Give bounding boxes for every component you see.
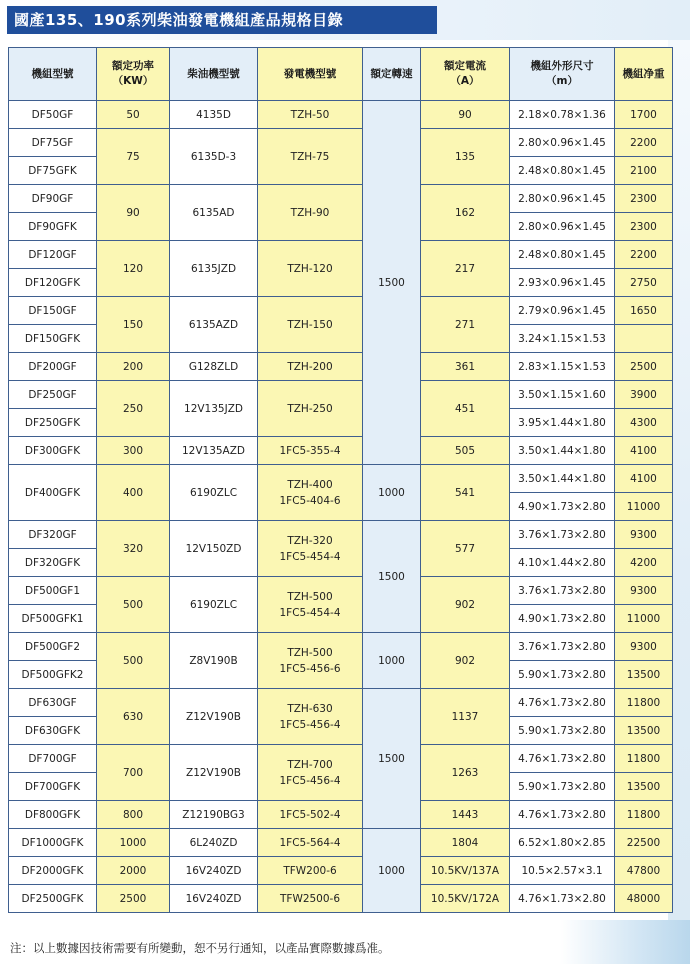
dims-cell: 3.76×1.73×2.80	[510, 633, 615, 661]
dims-cell: 6.52×1.80×2.85	[510, 829, 615, 857]
model-cell: DF90GF	[9, 185, 97, 213]
dims-cell: 4.76×1.73×2.80	[510, 689, 615, 717]
dims-cell: 4.90×1.73×2.80	[510, 605, 615, 633]
model-cell: DF90GFK	[9, 213, 97, 241]
generator-model-alt: 1FC5-404-6	[279, 494, 341, 507]
dims-cell: 2.83×1.15×1.53	[510, 353, 615, 381]
dims-cell: 10.5×2.57×3.1	[510, 857, 615, 885]
generator-model-alt: 1FC5-454-4	[279, 550, 341, 563]
weight-cell: 47800	[615, 857, 673, 885]
model-cell: DF1000GFK	[9, 829, 97, 857]
generator-cell	[258, 745, 363, 801]
power-cell: 320	[97, 521, 170, 577]
header-engine: 柴油機型號	[170, 48, 258, 101]
dims-cell: 4.10×1.44×2.80	[510, 549, 615, 577]
model-cell: DF630GFK	[9, 717, 97, 745]
generator-cell	[258, 857, 363, 885]
current-cell: 1804	[421, 829, 510, 857]
table-row	[9, 465, 673, 493]
weight-cell: 9300	[615, 633, 673, 661]
generator-model-alt: 1FC5-456-4	[279, 774, 341, 787]
weight-cell: 11800	[615, 745, 673, 773]
model-cell: DF200GF	[9, 353, 97, 381]
generator-cell	[258, 689, 363, 745]
engine-cell: 6135AD	[170, 185, 258, 241]
speed-cell: 1000	[363, 829, 421, 913]
dims-cell: 2.93×0.96×1.45	[510, 269, 615, 297]
engine-cell: 16V240ZD	[170, 857, 258, 885]
dims-cell: 2.48×0.80×1.45	[510, 241, 615, 269]
generator-cell	[258, 185, 363, 241]
model-cell: DF300GFK	[9, 437, 97, 465]
model-cell: DF800GFK	[9, 801, 97, 829]
dims-cell: 2.18×0.78×1.36	[510, 101, 615, 129]
page-title: 國產135、190系列柴油發電機組產品規格目錄	[7, 6, 437, 34]
dims-cell: 3.76×1.73×2.80	[510, 521, 615, 549]
weight-cell: 2300	[615, 213, 673, 241]
table-row	[9, 297, 673, 325]
current-cell: 902	[421, 577, 510, 633]
weight-cell: 13500	[615, 661, 673, 689]
model-cell: DF320GFK	[9, 549, 97, 577]
generator-cell	[258, 353, 363, 381]
weight-cell: 4200	[615, 549, 673, 577]
weight-cell: 22500	[615, 829, 673, 857]
header-weight: 機組净重	[615, 48, 673, 101]
engine-cell: Z12V190B	[170, 689, 258, 745]
header-generator: 發電機型號	[258, 48, 363, 101]
dims-cell: 2.80×0.96×1.45	[510, 185, 615, 213]
current-cell: 1263	[421, 745, 510, 801]
weight-cell: 11000	[615, 493, 673, 521]
engine-cell: 6190ZLC	[170, 465, 258, 521]
table-row	[9, 885, 673, 913]
table-row	[9, 185, 673, 213]
dims-cell: 5.90×1.73×2.80	[510, 661, 615, 689]
dims-cell: 3.50×1.15×1.60	[510, 381, 615, 409]
weight-cell: 2750	[615, 269, 673, 297]
weight-cell: 11000	[615, 605, 673, 633]
engine-cell: 6135D-3	[170, 129, 258, 185]
dims-cell: 3.76×1.73×2.80	[510, 577, 615, 605]
generator-model: TZH-700	[287, 758, 333, 771]
model-cell: DF500GFK1	[9, 605, 97, 633]
speed-cell: 1000	[363, 465, 421, 521]
current-cell: 10.5KV/137A	[421, 857, 510, 885]
weight-cell: 2200	[615, 241, 673, 269]
engine-cell: 6135AZD	[170, 297, 258, 353]
table-row	[9, 101, 673, 129]
generator-model: TZH-150	[287, 318, 333, 331]
weight-cell: 13500	[615, 717, 673, 745]
table-row	[9, 633, 673, 661]
engine-cell: Z8V190B	[170, 633, 258, 689]
header-speed: 額定轉速	[363, 48, 421, 101]
model-cell: DF120GF	[9, 241, 97, 269]
weight-cell: 2200	[615, 129, 673, 157]
generator-model: TZH-200	[287, 360, 333, 373]
current-cell: 1443	[421, 801, 510, 829]
model-cell: DF500GF2	[9, 633, 97, 661]
model-cell: DF250GFK	[9, 409, 97, 437]
table-row	[9, 241, 673, 269]
generator-model: TZH-630	[287, 702, 333, 715]
weight-cell	[615, 325, 673, 353]
table-row	[9, 801, 673, 829]
weight-cell: 1700	[615, 101, 673, 129]
weight-cell: 4300	[615, 409, 673, 437]
dims-cell: 4.76×1.73×2.80	[510, 745, 615, 773]
header-dims	[510, 48, 615, 101]
speed-cell: 1000	[363, 633, 421, 689]
generator-model: 1FC5-355-4	[279, 444, 341, 457]
generator-cell	[258, 885, 363, 913]
header-current-unit: （A）	[450, 75, 480, 87]
current-cell: 135	[421, 129, 510, 185]
generator-model: TZH-320	[287, 534, 333, 547]
generator-model: 1FC5-564-4	[279, 836, 341, 849]
current-cell: 577	[421, 521, 510, 577]
power-cell: 200	[97, 353, 170, 381]
generator-model: TZH-75	[290, 150, 330, 163]
generator-model: TZH-500	[287, 590, 333, 603]
dims-cell: 5.90×1.73×2.80	[510, 773, 615, 801]
engine-cell: G128ZLD	[170, 353, 258, 381]
power-cell: 800	[97, 801, 170, 829]
header-current-label: 額定電流	[444, 60, 486, 72]
model-cell: DF50GF	[9, 101, 97, 129]
table-row	[9, 521, 673, 549]
model-cell: DF2000GFK	[9, 857, 97, 885]
dims-cell: 3.50×1.44×1.80	[510, 465, 615, 493]
model-cell: DF120GFK	[9, 269, 97, 297]
header-dims-label: 機組外形尺寸	[530, 60, 594, 72]
model-cell: DF500GFK2	[9, 661, 97, 689]
corner-decoration	[560, 920, 690, 964]
generator-model-alt: 1FC5-456-6	[279, 662, 341, 675]
weight-cell: 9300	[615, 521, 673, 549]
header-power	[97, 48, 170, 101]
engine-cell: Z12V190B	[170, 745, 258, 801]
table-row	[9, 689, 673, 717]
speed-cell: 1500	[363, 101, 421, 465]
power-cell: 500	[97, 577, 170, 633]
dims-cell: 3.50×1.44×1.80	[510, 437, 615, 465]
generator-model: TZH-90	[290, 206, 330, 219]
power-cell: 500	[97, 633, 170, 689]
dims-cell: 5.90×1.73×2.80	[510, 717, 615, 745]
engine-cell: 12V135AZD	[170, 437, 258, 465]
power-cell: 300	[97, 437, 170, 465]
power-cell: 400	[97, 465, 170, 521]
model-cell: DF150GFK	[9, 325, 97, 353]
engine-cell: 16V240ZD	[170, 885, 258, 913]
model-cell: DF320GF	[9, 521, 97, 549]
engine-cell: 6L240ZD	[170, 829, 258, 857]
generator-cell	[258, 829, 363, 857]
power-cell: 120	[97, 241, 170, 297]
weight-cell: 13500	[615, 773, 673, 801]
engine-cell: 6135JZD	[170, 241, 258, 297]
engine-cell: 12V150ZD	[170, 521, 258, 577]
power-cell: 250	[97, 381, 170, 437]
generator-model: 1FC5-502-4	[279, 808, 341, 821]
weight-cell: 9300	[615, 577, 673, 605]
header-model: 機組型號	[9, 48, 97, 101]
speed-cell: 1500	[363, 689, 421, 829]
current-cell: 90	[421, 101, 510, 129]
table-row	[9, 381, 673, 409]
power-cell: 150	[97, 297, 170, 353]
table-row	[9, 857, 673, 885]
header-current	[421, 48, 510, 101]
current-cell: 162	[421, 185, 510, 241]
current-cell: 1137	[421, 689, 510, 745]
dims-cell: 2.79×0.96×1.45	[510, 297, 615, 325]
generator-cell	[258, 577, 363, 633]
weight-cell: 48000	[615, 885, 673, 913]
table-row	[9, 577, 673, 605]
weight-cell: 2500	[615, 353, 673, 381]
engine-cell: 4135D	[170, 101, 258, 129]
model-cell: DF250GF	[9, 381, 97, 409]
model-cell: DF500GF1	[9, 577, 97, 605]
engine-cell: 6190ZLC	[170, 577, 258, 633]
generator-model: TZH-250	[287, 402, 333, 415]
weight-cell: 2300	[615, 185, 673, 213]
model-cell: DF700GFK	[9, 773, 97, 801]
generator-model: TZH-400	[287, 478, 333, 491]
generator-cell	[258, 465, 363, 521]
power-cell: 90	[97, 185, 170, 241]
current-cell: 451	[421, 381, 510, 437]
model-cell: DF400GFK	[9, 465, 97, 521]
current-cell: 505	[421, 437, 510, 465]
generator-cell	[258, 101, 363, 129]
current-cell: 217	[421, 241, 510, 297]
model-cell: DF150GF	[9, 297, 97, 325]
dims-cell: 3.95×1.44×1.80	[510, 409, 615, 437]
weight-cell: 11800	[615, 801, 673, 829]
power-cell: 630	[97, 689, 170, 745]
current-cell: 361	[421, 353, 510, 381]
table-row	[9, 129, 673, 157]
generator-model: TZH-50	[290, 108, 330, 121]
weight-cell: 3900	[615, 381, 673, 409]
generator-cell	[258, 437, 363, 465]
dims-cell: 4.76×1.73×2.80	[510, 885, 615, 913]
model-cell: DF700GF	[9, 745, 97, 773]
spec-table	[8, 47, 673, 913]
generator-model-alt: 1FC5-454-4	[279, 606, 341, 619]
footnote: 注：以上數據因技術需要有所變動，恕不另行通知，以產品實際數據爲准。	[10, 941, 390, 955]
model-cell: DF75GFK	[9, 157, 97, 185]
generator-model: TZH-120	[287, 262, 333, 275]
power-cell: 75	[97, 129, 170, 185]
current-cell: 10.5KV/172A	[421, 885, 510, 913]
dims-cell: 4.76×1.73×2.80	[510, 801, 615, 829]
weight-cell: 4100	[615, 465, 673, 493]
model-cell: DF630GF	[9, 689, 97, 717]
dims-cell: 2.48×0.80×1.45	[510, 157, 615, 185]
weight-cell: 11800	[615, 689, 673, 717]
generator-cell	[258, 521, 363, 577]
dims-cell: 3.24×1.15×1.53	[510, 325, 615, 353]
power-cell: 700	[97, 745, 170, 801]
model-cell: DF75GF	[9, 129, 97, 157]
power-cell: 50	[97, 101, 170, 129]
header-row	[9, 48, 673, 101]
engine-cell: Z12190BG3	[170, 801, 258, 829]
weight-cell: 4100	[615, 437, 673, 465]
power-cell: 2500	[97, 885, 170, 913]
power-cell: 2000	[97, 857, 170, 885]
speed-cell: 1500	[363, 521, 421, 633]
engine-cell: 12V135JZD	[170, 381, 258, 437]
generator-cell	[258, 633, 363, 689]
current-cell: 902	[421, 633, 510, 689]
table-row	[9, 437, 673, 465]
dims-cell: 2.80×0.96×1.45	[510, 129, 615, 157]
header-dims-unit: （m）	[546, 75, 578, 87]
generator-cell	[258, 129, 363, 185]
weight-cell: 2100	[615, 157, 673, 185]
generator-cell	[258, 381, 363, 437]
header-power-label: 額定功率	[112, 60, 154, 72]
weight-cell: 1650	[615, 297, 673, 325]
dims-cell: 2.80×0.96×1.45	[510, 213, 615, 241]
generator-model: TFW2500-6	[279, 892, 341, 905]
generator-model: TZH-500	[287, 646, 333, 659]
current-cell: 541	[421, 465, 510, 521]
generator-model-alt: 1FC5-456-4	[279, 718, 341, 731]
power-cell: 1000	[97, 829, 170, 857]
generator-cell	[258, 297, 363, 353]
header-power-unit: （KW）	[112, 75, 154, 87]
dims-cell: 4.90×1.73×2.80	[510, 493, 615, 521]
generator-cell	[258, 241, 363, 297]
table-row	[9, 829, 673, 857]
table-row	[9, 745, 673, 773]
model-cell: DF2500GFK	[9, 885, 97, 913]
generator-cell	[258, 801, 363, 829]
current-cell: 271	[421, 297, 510, 353]
generator-model: TFW200-6	[283, 864, 337, 877]
